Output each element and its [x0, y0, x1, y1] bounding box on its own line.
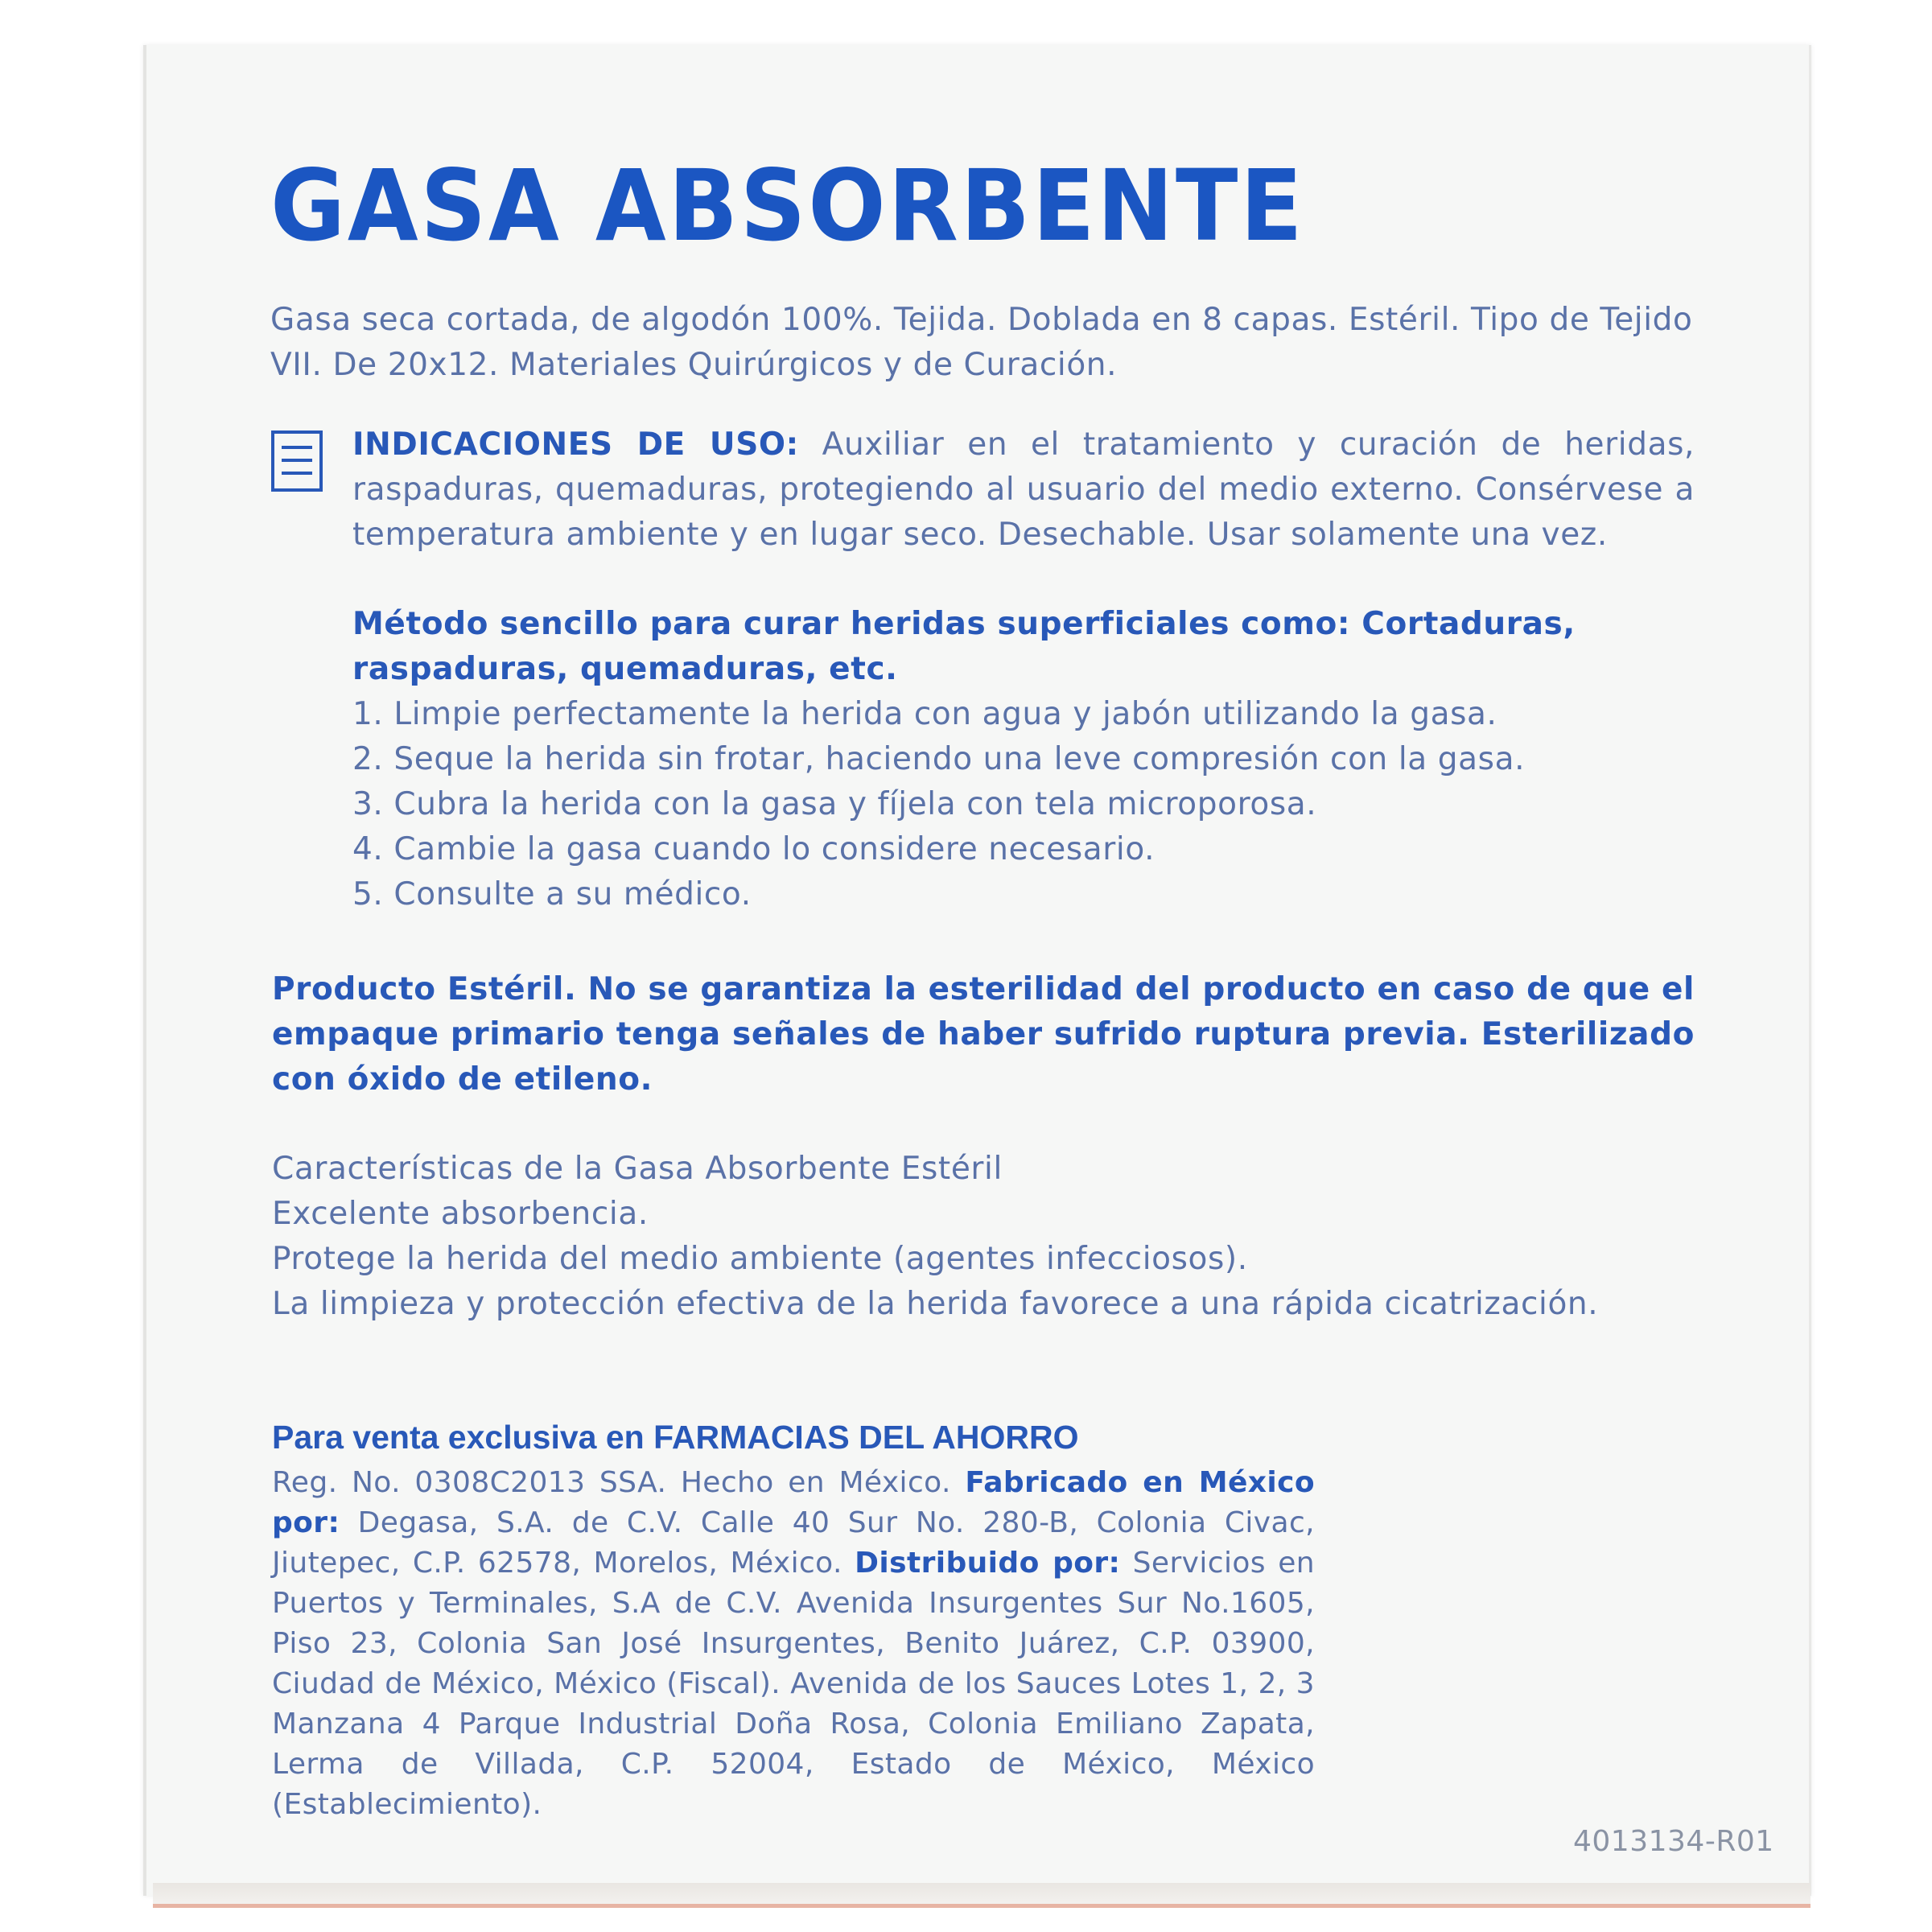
- list-item: 4. Cambie la gasa cuando lo considere necesario.: [352, 831, 1155, 867]
- method-block: [352, 602, 1704, 917]
- indications-text: Auxiliar en el tratamiento y curación de heridas, raspaduras, quemaduras, protegiendo al usuario del medio externo. Consérvese a temperatura ambiente y en lugar seco. Desechable. Usar solamente una vez.: [352, 426, 1695, 553]
- manufacturer-text: Degasa, S.A. de C.V. Calle 40 Sur No. 280-B, Colonia Civac, Jiutepec, C.P. 62578, Morelos, México.: [272, 1506, 1315, 1580]
- list-item: Protege la herida del medio ambiente (agentes infecciosos).: [272, 1241, 1248, 1277]
- manufacturer-label: Fabricado en México por:: [272, 1466, 1316, 1539]
- method-heading: Método sencillo para curar heridas superficiales como: Cortaduras, raspaduras, quemaduras, etc.: [352, 606, 1576, 687]
- list-item: Excelente absorbencia.: [272, 1196, 649, 1232]
- list-item: 1. Limpie perfectamente la herida con agua y jabón utilizando la gasa.: [352, 696, 1497, 732]
- distributor-text: Servicios en Puertos y Terminales, S.A de C.V. Avenida Insurgentes Sur No.1605, Piso 23, Colonia San José Insurgentes, Benito Juárez, C.P. 03900, Ciudad de México, México (Fiscal). Avenida de los Sauces Lotes 1, 2, 3 Manzana 4 Parque Industrial Doña Rosa, Colonia Emiliano Zapata, Lerma de Villada, C.P. 52004, Estado de México, México (Establecimiento).: [272, 1547, 1315, 1821]
- product-code: 4013134-R01: [1573, 1825, 1774, 1858]
- legal-block: [272, 1463, 1315, 1825]
- product-description: [270, 298, 1695, 388]
- document-icon: [270, 430, 323, 492]
- list-item: 5. Consulte a su médico.: [352, 876, 752, 912]
- indications-block: [352, 422, 1695, 558]
- sterile-notice: Producto Estéril. No se garantiza la esterilidad del producto en caso de que el empaque primario tenga señales de haber sufrido ruptura previa. Esterilizado con óxido de etileno.: [272, 971, 1695, 1098]
- method-steps: [352, 692, 1704, 917]
- package-bottom-edge: [153, 1883, 1810, 1908]
- features-list: [272, 1147, 1696, 1327]
- indications-label: INDICACIONES DE USO:: [352, 426, 799, 463]
- registration-text: Reg. No. 0308C2013 SSA. Hecho en México.: [272, 1466, 966, 1499]
- product-title: GASA ABSORBENTE: [270, 149, 1305, 263]
- list-item: La limpieza y protección efectiva de la herida favorece a una rápida cicatrización.: [272, 1286, 1599, 1322]
- list-item: 3. Cubra la herida con la gasa y fíjela con tela microporosa.: [352, 786, 1317, 822]
- distributor-label: Distribuido por:: [855, 1547, 1121, 1580]
- description-text: Gasa seca cortada, de algodón 100%. Tejida. Doblada en 8 capas. Estéril. Tipo de Tejido VII. De 20x12. Materiales Quirúrgicos y de Curación.: [270, 302, 1693, 383]
- exclusive-notice: Para venta exclusiva en FARMACIAS DEL AHORRO: [272, 1419, 1079, 1456]
- list-item: Características de la Gasa Absorbente Estéril: [272, 1151, 1003, 1187]
- list-item: 2. Seque la herida sin frotar, haciendo una leve compresión con la gasa.: [352, 741, 1526, 777]
